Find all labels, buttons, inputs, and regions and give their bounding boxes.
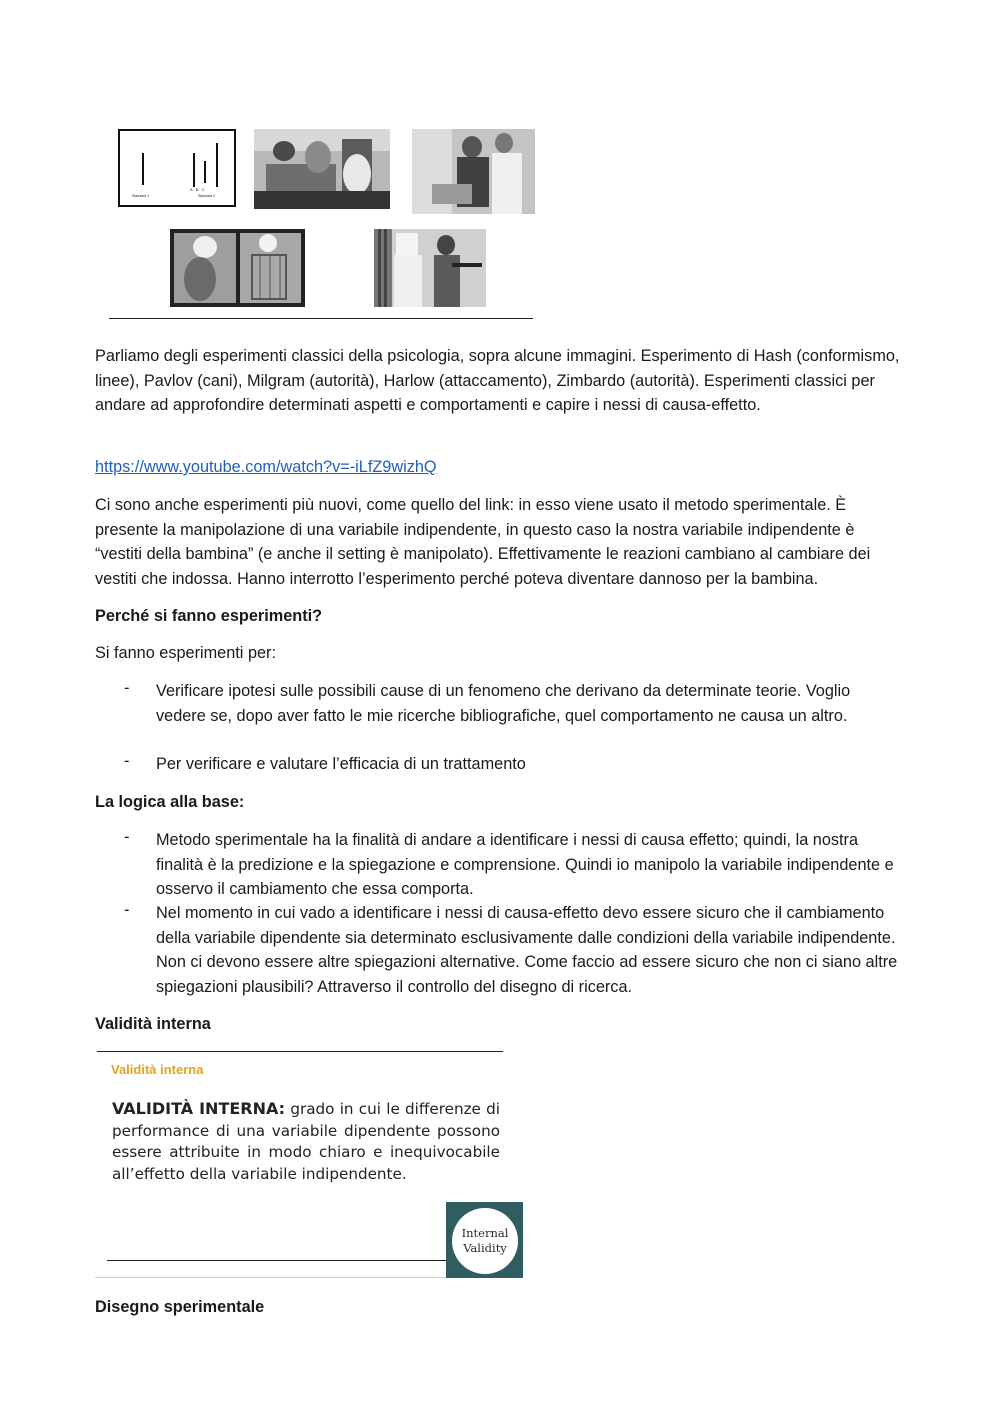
- list-bullet: -: [124, 828, 130, 846]
- list-bullet: -: [124, 752, 130, 770]
- figure-divider: [109, 318, 533, 319]
- intro-paragraph: Parliamo degli esperimenti classici della psicologia, sopra alcune immagini. Esperimento di Hash (conformismo, linee), Pavlov (cani), Milgram (autorità), Harlow (attaccamento), Zimbardo (autorità). Esperimenti classici per andare ad approfondire determinati aspetti e comportamenti e capire i nessi di causa-effetto.: [95, 347, 900, 415]
- validity-bottom-rule: [107, 1260, 447, 1261]
- badge-text: Internal Validity: [461, 1226, 509, 1255]
- newer-experiments-paragraph: Ci sono anche esperimenti più nuovi, come quello del link: in esso viene usato il metodo sperimentale. È presente la manipolazione di una variabile indipendente, in questo caso la nostra variabile indipendente è “vestiti della bambina” (e anche il setting è manipolato). Effettivamente le reazioni cambiano al cambiare dei vestiti che indossa. Hanno interrotto l’esperimento perché poteva diventare dannoso per la bambina.: [95, 496, 871, 588]
- validity-top-rule: [97, 1051, 503, 1052]
- logic-heading: La logica alla base:: [95, 793, 245, 811]
- validity-definition: [112, 1098, 500, 1185]
- milgram-photo: [412, 129, 535, 214]
- why-heading: Perché si fanno esperimenti?: [95, 607, 323, 625]
- asch-letters: A B C: [190, 187, 205, 192]
- list-item: Verificare ipotesi sulle possibili cause di un fenomeno che derivano da determinate teorie. Voglio vedere se, dopo aver fatto le mie ricerche bibliografiche, quel comportamento ne causa un altro.: [156, 682, 851, 725]
- internal-validity-badge: [446, 1202, 523, 1278]
- list-bullet: -: [124, 901, 130, 919]
- validity-heading: Validità interna: [95, 1015, 211, 1033]
- asch-label-standard-1: Standard 1: [132, 194, 150, 198]
- list-bullet: -: [124, 679, 130, 697]
- asch-lines-figure: [118, 129, 236, 207]
- validity-definition-text: grado in cui le differenze di performance di una variabile dipendente possono essere attribuite in modo chiaro e inequivocabile all’effetto della variabile indipendente.: [112, 1100, 501, 1183]
- zimbardo-photo: [374, 229, 486, 307]
- validity-figure: [95, 1048, 523, 1280]
- pavlov-photo: [254, 129, 390, 209]
- asch-label-standard-2: Standard 2: [198, 194, 216, 198]
- youtube-link[interactable]: https://www.youtube.com/watch?v=-iLfZ9wizhQ: [95, 458, 437, 476]
- why-intro: Si fanno esperimenti per:: [95, 644, 277, 662]
- validity-term: VALIDITÀ INTERNA:: [112, 1099, 286, 1118]
- harlow-photo: [170, 229, 305, 307]
- list-item: Per verificare e valutare l’efficacia di un trattamento: [156, 755, 526, 773]
- validity-box-label: Validità interna: [111, 1062, 204, 1077]
- list-item: Metodo sperimentale ha la finalità di andare a identificare i nessi di causa effetto; quindi, la nostra finalità è la predizione e la spiegazione e comprensione. Quindi io manipolo la variabile indipendente e osservo il cambiamento che essa comporta.: [156, 831, 894, 899]
- list-item: Nel momento in cui vado a identificare i nessi di causa-effetto devo essere sicuro che il cambiamento della variabile dipendente sia determinato esclusivamente dalle condizioni della variabile indipendente. Non ci devono essere altre spiegazioni alternative. Come faccio ad essere sicuro che non ci siano altre spiegazioni plausibili? Attraverso il controllo del disegno di ricerca.: [156, 904, 898, 996]
- design-heading: Disegno sperimentale: [95, 1298, 265, 1316]
